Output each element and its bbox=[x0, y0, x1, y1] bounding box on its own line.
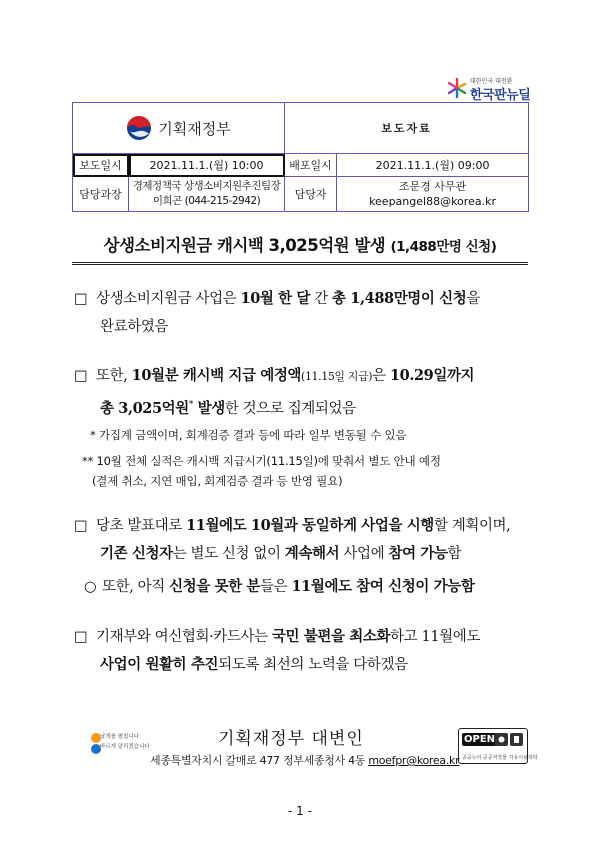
p1-text: 간 bbox=[310, 291, 333, 307]
p4-text: 들은 bbox=[260, 579, 292, 595]
bullet-box-icon: □ bbox=[74, 518, 88, 534]
paragraph-2 bbox=[74, 362, 534, 423]
spokesperson-email-link[interactable]: moefpr@korea.kr bbox=[368, 754, 460, 767]
p3-emphasis: 11월에도 10월과 동일하게 사업을 시행 bbox=[186, 517, 434, 534]
p4-text: 또한, 아직 bbox=[102, 579, 170, 595]
p2-text: 은 bbox=[372, 368, 390, 384]
p4-emphasis: 신청을 못한 분 bbox=[169, 578, 261, 595]
p1-text: 을 bbox=[466, 291, 480, 307]
bullet-circle-icon: ○ bbox=[84, 579, 97, 595]
report-time-value: 2021.11.1.(월) 10:00 bbox=[129, 154, 285, 177]
license-icons bbox=[495, 733, 523, 747]
release-time-value: 2021.11.1.(월) 09:00 bbox=[337, 154, 529, 177]
p2-emphasis: 10월분 캐시백 지급 예정액 bbox=[131, 367, 302, 384]
p1-emphasis: 10월 한 달 bbox=[240, 290, 310, 307]
p2-emphasis: 총 3,025억원 bbox=[100, 399, 189, 417]
footnote-2-line2: (결제 취소, 지연 매입, 회계검증 결과 등 반영 필요) bbox=[92, 474, 343, 488]
title-sub: (1,488만명 신청) bbox=[390, 239, 497, 255]
staff-name: 조문경 사무관 bbox=[398, 180, 467, 193]
p3-emphasis: 계속해서 bbox=[284, 545, 340, 562]
department-label: 담당과장 bbox=[73, 177, 129, 212]
footnote-2-line1: ** 10월 전체 실적은 캐시백 지급시기(11.15일)에 맞춰서 별도 안내 예정 bbox=[82, 454, 441, 468]
p1-text: 상생소비지원금 사업 bbox=[96, 291, 223, 307]
slogan-line-1: 날개를 펼칩니다 bbox=[100, 734, 139, 740]
footnote-2 bbox=[82, 451, 532, 491]
p2-text: 한 것으로 집계되었음 bbox=[224, 400, 356, 417]
page-number: - 1 - bbox=[288, 804, 312, 818]
release-time-label: 배포일시 bbox=[285, 154, 337, 177]
p3-text: 당초 발표대로 bbox=[96, 518, 187, 534]
p3-emphasis: 참여 가능 bbox=[388, 545, 448, 562]
paragraph-4 bbox=[84, 573, 534, 601]
p1-line2: 완료하였음 bbox=[100, 319, 169, 335]
department-name: 경제정책국 상생소비지원추진팀장 bbox=[132, 180, 281, 192]
p5-text: 하고 11월에도 bbox=[390, 629, 480, 645]
p1-emphasis: 총 1,488만명이 신청 bbox=[332, 290, 467, 307]
p5-text: 기재부와 여신협회·카드사는 bbox=[96, 629, 272, 645]
slogan-line-2: 바르게 알리겠습니다 bbox=[100, 744, 150, 750]
p3-text: 함 bbox=[447, 546, 462, 562]
government-emblem-icon bbox=[126, 115, 152, 141]
paragraph-3 bbox=[74, 512, 534, 568]
address-text: 세종특별자치시 갈매로 477 정부세종청사 4동 bbox=[150, 754, 369, 767]
bullet-box-icon: □ bbox=[74, 368, 88, 384]
staff-contact bbox=[337, 177, 529, 212]
footnote-1: * 가집계 금액이며, 회계검증 결과 등에 따라 일부 변동될 수 있음 bbox=[90, 428, 407, 442]
p4-emphasis: 11월에도 참여 신청이 가능함 bbox=[291, 578, 475, 595]
new-deal-mark-icon bbox=[446, 77, 468, 99]
p3-text: 할 계획이며, bbox=[433, 518, 511, 534]
ministry-logo-cell bbox=[73, 103, 285, 154]
p2-emphasis: 10.29일까지 bbox=[389, 367, 475, 384]
open-caption: 공공누리 공공저작물 자유이용허락 bbox=[462, 755, 538, 761]
p3-text: 는 별도 신청 없이 bbox=[172, 546, 285, 562]
p2-text: 또한, bbox=[96, 368, 132, 384]
ministry-address bbox=[150, 752, 459, 768]
title-main: 상생소비지원금 캐시백 3,025억원 발생 bbox=[103, 236, 386, 255]
p1-text: 은 bbox=[222, 291, 241, 307]
paragraph-1 bbox=[74, 285, 534, 341]
ministry-spokesperson: 기획재정부 대변인 bbox=[218, 729, 364, 749]
p3-emphasis: 기존 신청자 bbox=[100, 545, 173, 562]
bullet-box-icon: □ bbox=[74, 629, 88, 645]
ministry-name: 기획재정부 bbox=[158, 119, 231, 138]
paragraph-5 bbox=[74, 623, 534, 679]
new-deal-subtitle: 대한민국 대전환 bbox=[470, 78, 513, 85]
staff-email: keepangel88@korea.kr bbox=[369, 195, 496, 208]
footnote-marker: * bbox=[188, 400, 193, 410]
department-head: 이희곤 (044-215-2942) bbox=[152, 195, 261, 207]
document-type: 보도자료 bbox=[285, 103, 529, 154]
press-title bbox=[72, 232, 528, 256]
p5-text: 되도록 최선의 노력을 다하겠음 bbox=[218, 657, 408, 673]
bullet-box-icon: □ bbox=[74, 291, 88, 307]
open-label: OPEN bbox=[464, 734, 496, 745]
korean-new-deal-logo bbox=[446, 76, 536, 104]
title-divider bbox=[72, 262, 528, 265]
p5-emphasis: 사업이 원활히 추진 bbox=[100, 656, 219, 673]
press-header-table bbox=[72, 102, 529, 212]
p2-paren: (11.15일 지급) bbox=[301, 370, 373, 383]
kogl-open-badge bbox=[458, 728, 538, 764]
p3-text: 사업에 bbox=[339, 546, 389, 562]
department-contact bbox=[129, 177, 285, 212]
report-time-label: 보도일시 bbox=[73, 154, 129, 177]
p2-emphasis: 발생 bbox=[192, 399, 225, 417]
p5-emphasis: 국민 불편을 최소화 bbox=[271, 628, 391, 645]
staff-label: 담당자 bbox=[285, 177, 337, 212]
new-deal-title: 한국판뉴딜 bbox=[470, 88, 531, 103]
